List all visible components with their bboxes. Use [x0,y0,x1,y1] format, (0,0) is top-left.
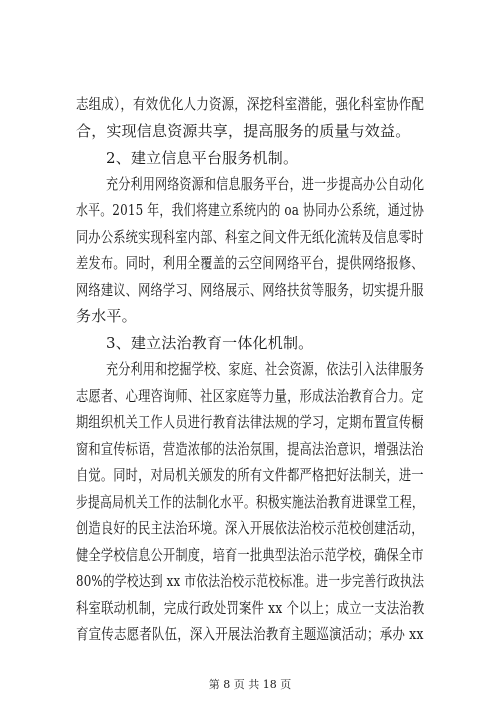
text-line: 自觉。同时，对局机关颁发的所有文件都严格把好法制关，进一 [76,466,424,484]
text-line: 2、建立信息平台服务机制。 [106,149,299,167]
text-line: 充分利用网络资源和信息服务平台，进一步提高办公自动化 [106,175,425,193]
text-line: 志组成），有效优化人力资源，深挖科室潜能，强化科室协作配 [76,95,425,113]
text-line: 志愿者、心理咨询师、社区家庭等力量，形成法治教育合力。定 [76,387,424,405]
text-line: 期组织机关工作人员进行教育法律法规的学习，定期布置宣传橱 [76,413,424,431]
text-line: 同办公系统实现科室内部、科室之间文件无纸化流转及信息零时 [76,228,424,246]
text-line: 网络建议、网络学习、网络展示、网络扶贫等服务，切实提升服 [76,281,424,299]
text-line: 水平。2015 年，我们将建立系统内的 oa 协同办公系统，通过协 [76,201,425,219]
text-line: 步提高局机关工作的法制化水平。积极实施法治教育进课堂工程， [76,493,424,511]
text-line: 差发布。同时，利用全覆盖的云空间网络平台，提供网络报修、 [76,254,424,272]
text-line: 创造良好的民主法治环境。深入开展依法治校示范校创建活动， [76,519,424,537]
text-line: 3、建立法治教育一体化机制。 [106,334,314,352]
page-number-footer: 第 8 页 共 18 页 [208,678,292,691]
text-line: 充分利用和挖掘学校、家庭、社会资源，依法引入法律服务 [106,360,425,378]
text-line: 务水平。 [76,307,137,325]
text-line: 科室联动机制，完成行政处罚案件 xx 个以上；成立一支法治教 [76,599,425,617]
text-line: 80%的学校达到 xx 市依法治校示范校标准。进一步完善行政执法 [76,572,425,590]
text-line: 育宣传志愿者队伍，深入开展法治教育主题巡演活动；承办 xx [76,625,424,643]
text-line: 窗和宣传标语，营造浓郁的法治氛围，提高法治意识，增强法治 [76,440,424,458]
text-line: 健全学校信息公开制度，培育一批典型法治示范学校，确保全市 [76,546,424,564]
text-line: 合，实现信息资源共享，提高服务的质量与效益。 [76,122,411,140]
